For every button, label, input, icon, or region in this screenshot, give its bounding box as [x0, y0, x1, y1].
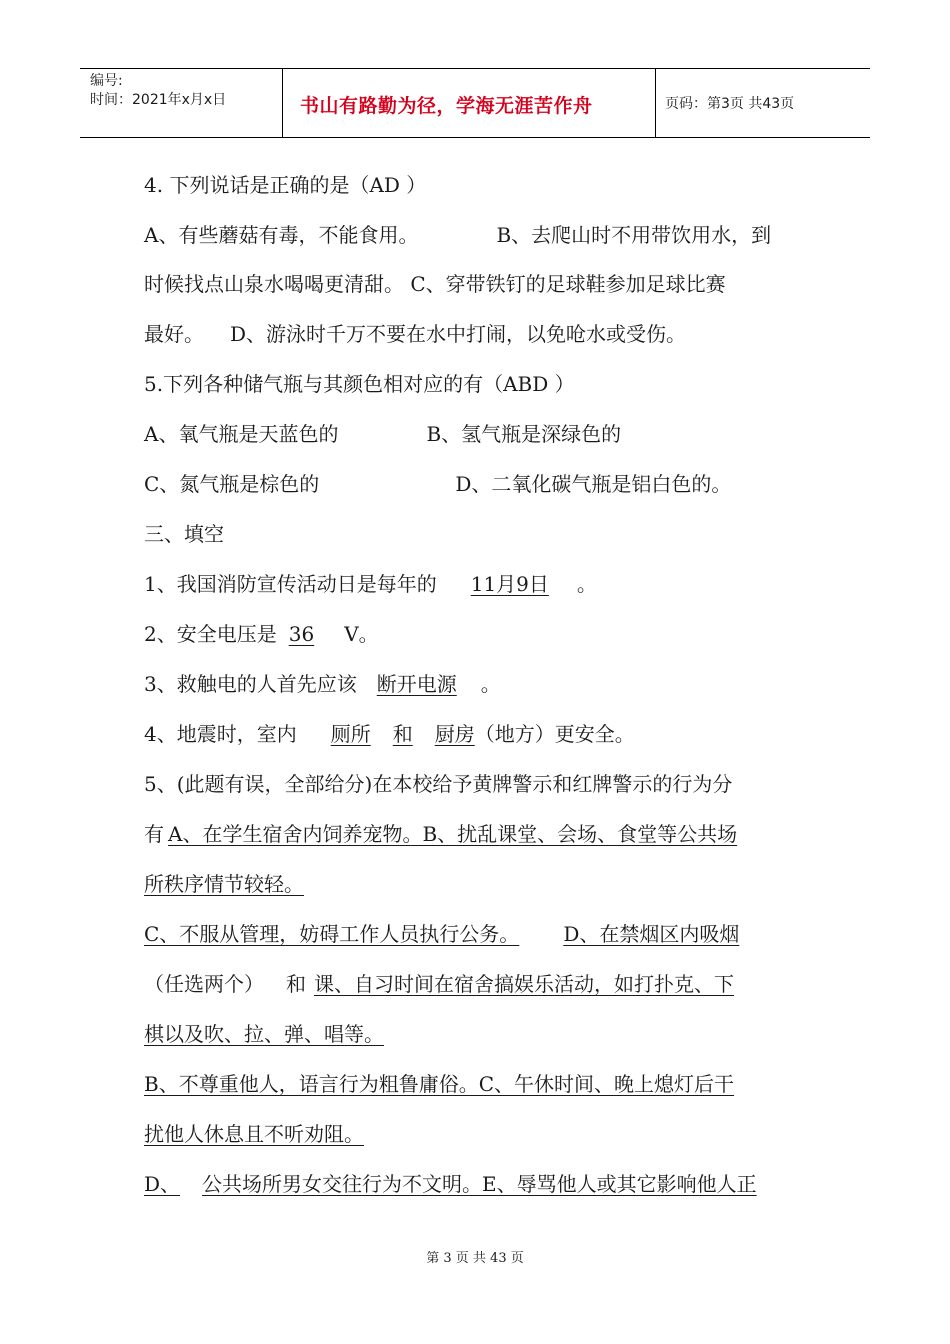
option-4a: A、有些蘑菇有毒，不能食用。 — [144, 223, 419, 247]
fill-3-end: 。 — [480, 672, 501, 696]
fill-1-end: 。 — [576, 572, 597, 596]
fill-5-line-3 — [144, 871, 304, 897]
document-header — [80, 68, 870, 138]
option-5a: A、氧气瓶是天蓝色的 — [144, 422, 339, 446]
fill-3-text: 3、救触电的人首先应该 — [144, 672, 357, 696]
header-meta-cell — [80, 69, 283, 137]
fill-5-red-answer-bc: B、不尊重他人，语言行为粗鲁庸俗。C、午休时间、晚上熄灯后干 — [144, 1072, 734, 1096]
fill-5-red-answer-de — [144, 1172, 757, 1196]
fill-4-answer — [297, 722, 475, 746]
fill-5-and: 和 — [286, 972, 306, 996]
fill-5-red-answer-a-end: 棋以及吹、拉、弹、唱等。 — [144, 1022, 384, 1046]
option-4c-end: 最好。 — [144, 322, 204, 346]
fill-1-answer-text: 11月9日 — [470, 572, 549, 596]
fill-5-line-8 — [144, 1121, 364, 1147]
fill-5-answer-cd — [144, 922, 739, 946]
fill-2 — [144, 621, 379, 647]
fill-5-line-6 — [144, 1021, 384, 1047]
fill-1-text: 1、我国消防宣传活动日是每年的 — [144, 572, 437, 596]
fill-5-red-d-label: D、 — [144, 1172, 181, 1196]
header-motto-cell — [282, 69, 656, 137]
question-4: 4. 下列说话是正确的是（AD ） — [144, 173, 427, 197]
fill-5-line-4 — [144, 921, 739, 947]
fill-4-answer-1: 厕所 — [330, 722, 371, 746]
fill-5-red-answer-a: 课、自习时间在宿舍搞娱乐活动，如打扑克、下 — [314, 972, 734, 996]
fill-5-red-answer-d: 公共场所男女交往行为不文明。E、辱骂他人或其它影响他人正 — [202, 1172, 757, 1196]
fill-5-answer-b-end: 所秩序情节较轻。 — [144, 872, 304, 896]
fill-5-line-5 — [144, 971, 734, 997]
fill-4-end: （地方）更安全。 — [474, 722, 635, 746]
option-4b: B、去爬山时不用带饮用水，到 — [496, 223, 772, 247]
option-4d: D、游泳时千万不要在水中打闹，以免呛水或受伤。 — [230, 322, 687, 346]
number-label: 编号: — [90, 73, 123, 89]
question-5-options-line-2 — [144, 471, 731, 497]
fill-2-end: V。 — [344, 622, 379, 646]
fill-2-answer — [277, 622, 344, 646]
header-page-cell — [655, 69, 870, 137]
fill-5-red-answer-c-end: 扰他人休息且不听劝阻。 — [144, 1122, 364, 1146]
page-info: 页码：第3页 共43页 — [665, 96, 795, 112]
fill-5-choose-two: （任选两个） — [144, 972, 264, 996]
fill-1 — [144, 571, 597, 597]
fill-2-text: 2、安全电压是 — [144, 622, 277, 646]
question-5: 5.下列各种储气瓶与其颜色相对应的有（ABD ） — [144, 372, 575, 396]
question-4-options-line-3 — [144, 321, 686, 347]
fill-5-line-9 — [144, 1171, 757, 1197]
fill-1-answer — [437, 572, 577, 596]
option-5b: B、氢气瓶是深绿色的 — [426, 422, 622, 446]
fill-2-answer-text: 36 — [288, 622, 315, 646]
option-5c: C、氮气瓶是棕色的 — [144, 472, 320, 496]
fill-3-answer — [357, 672, 469, 696]
fill-4-and: 和 — [392, 722, 413, 746]
section-3-heading: 三、填空 — [144, 522, 224, 546]
fill-5-line-7 — [144, 1071, 734, 1097]
question-5-options-line-1 — [144, 421, 621, 447]
fill-5: 5、(此题有误，全部给分)在本校给予黄牌警示和红牌警示的行为分 — [144, 772, 733, 796]
question-4-options-line-1 — [144, 222, 771, 248]
fill-4-text: 4、地震时，室内 — [144, 722, 297, 746]
fill-5-line-2 — [144, 821, 737, 847]
fill-5-red-answer-a-wrap — [306, 972, 734, 996]
fill-3 — [144, 671, 501, 697]
fill-3-answer-text: 断开电源 — [376, 672, 457, 696]
fill-5-answer-c: C、不服从管理，妨碍工作人员执行公务。 — [144, 922, 520, 946]
fill-5-prefix: 有 — [144, 822, 164, 846]
page-footer: 第 3 页 共 43 页 — [426, 1251, 524, 1266]
question-4-options-line-2: 时候找点山泉水喝喝更清甜。 C、穿带铁钉的足球鞋参加足球比赛 — [144, 272, 726, 296]
time-label: 时间：2021年x月x日 — [90, 92, 227, 108]
fill-5-answer-a: A、在学生宿舍内饲养宠物。B、扰乱课堂、会场、食堂等公共场 — [168, 822, 738, 846]
fill-4 — [144, 721, 635, 747]
fill-4-answer-2: 厨房 — [434, 722, 475, 746]
option-5d: D、二氧化碳气瓶是铝白色的。 — [455, 472, 732, 496]
motto-text: 书山有路勤为径，学海无涯苦作舟 — [300, 95, 593, 117]
fill-5-answer-d: D、在禁烟区内吸烟 — [563, 922, 740, 946]
